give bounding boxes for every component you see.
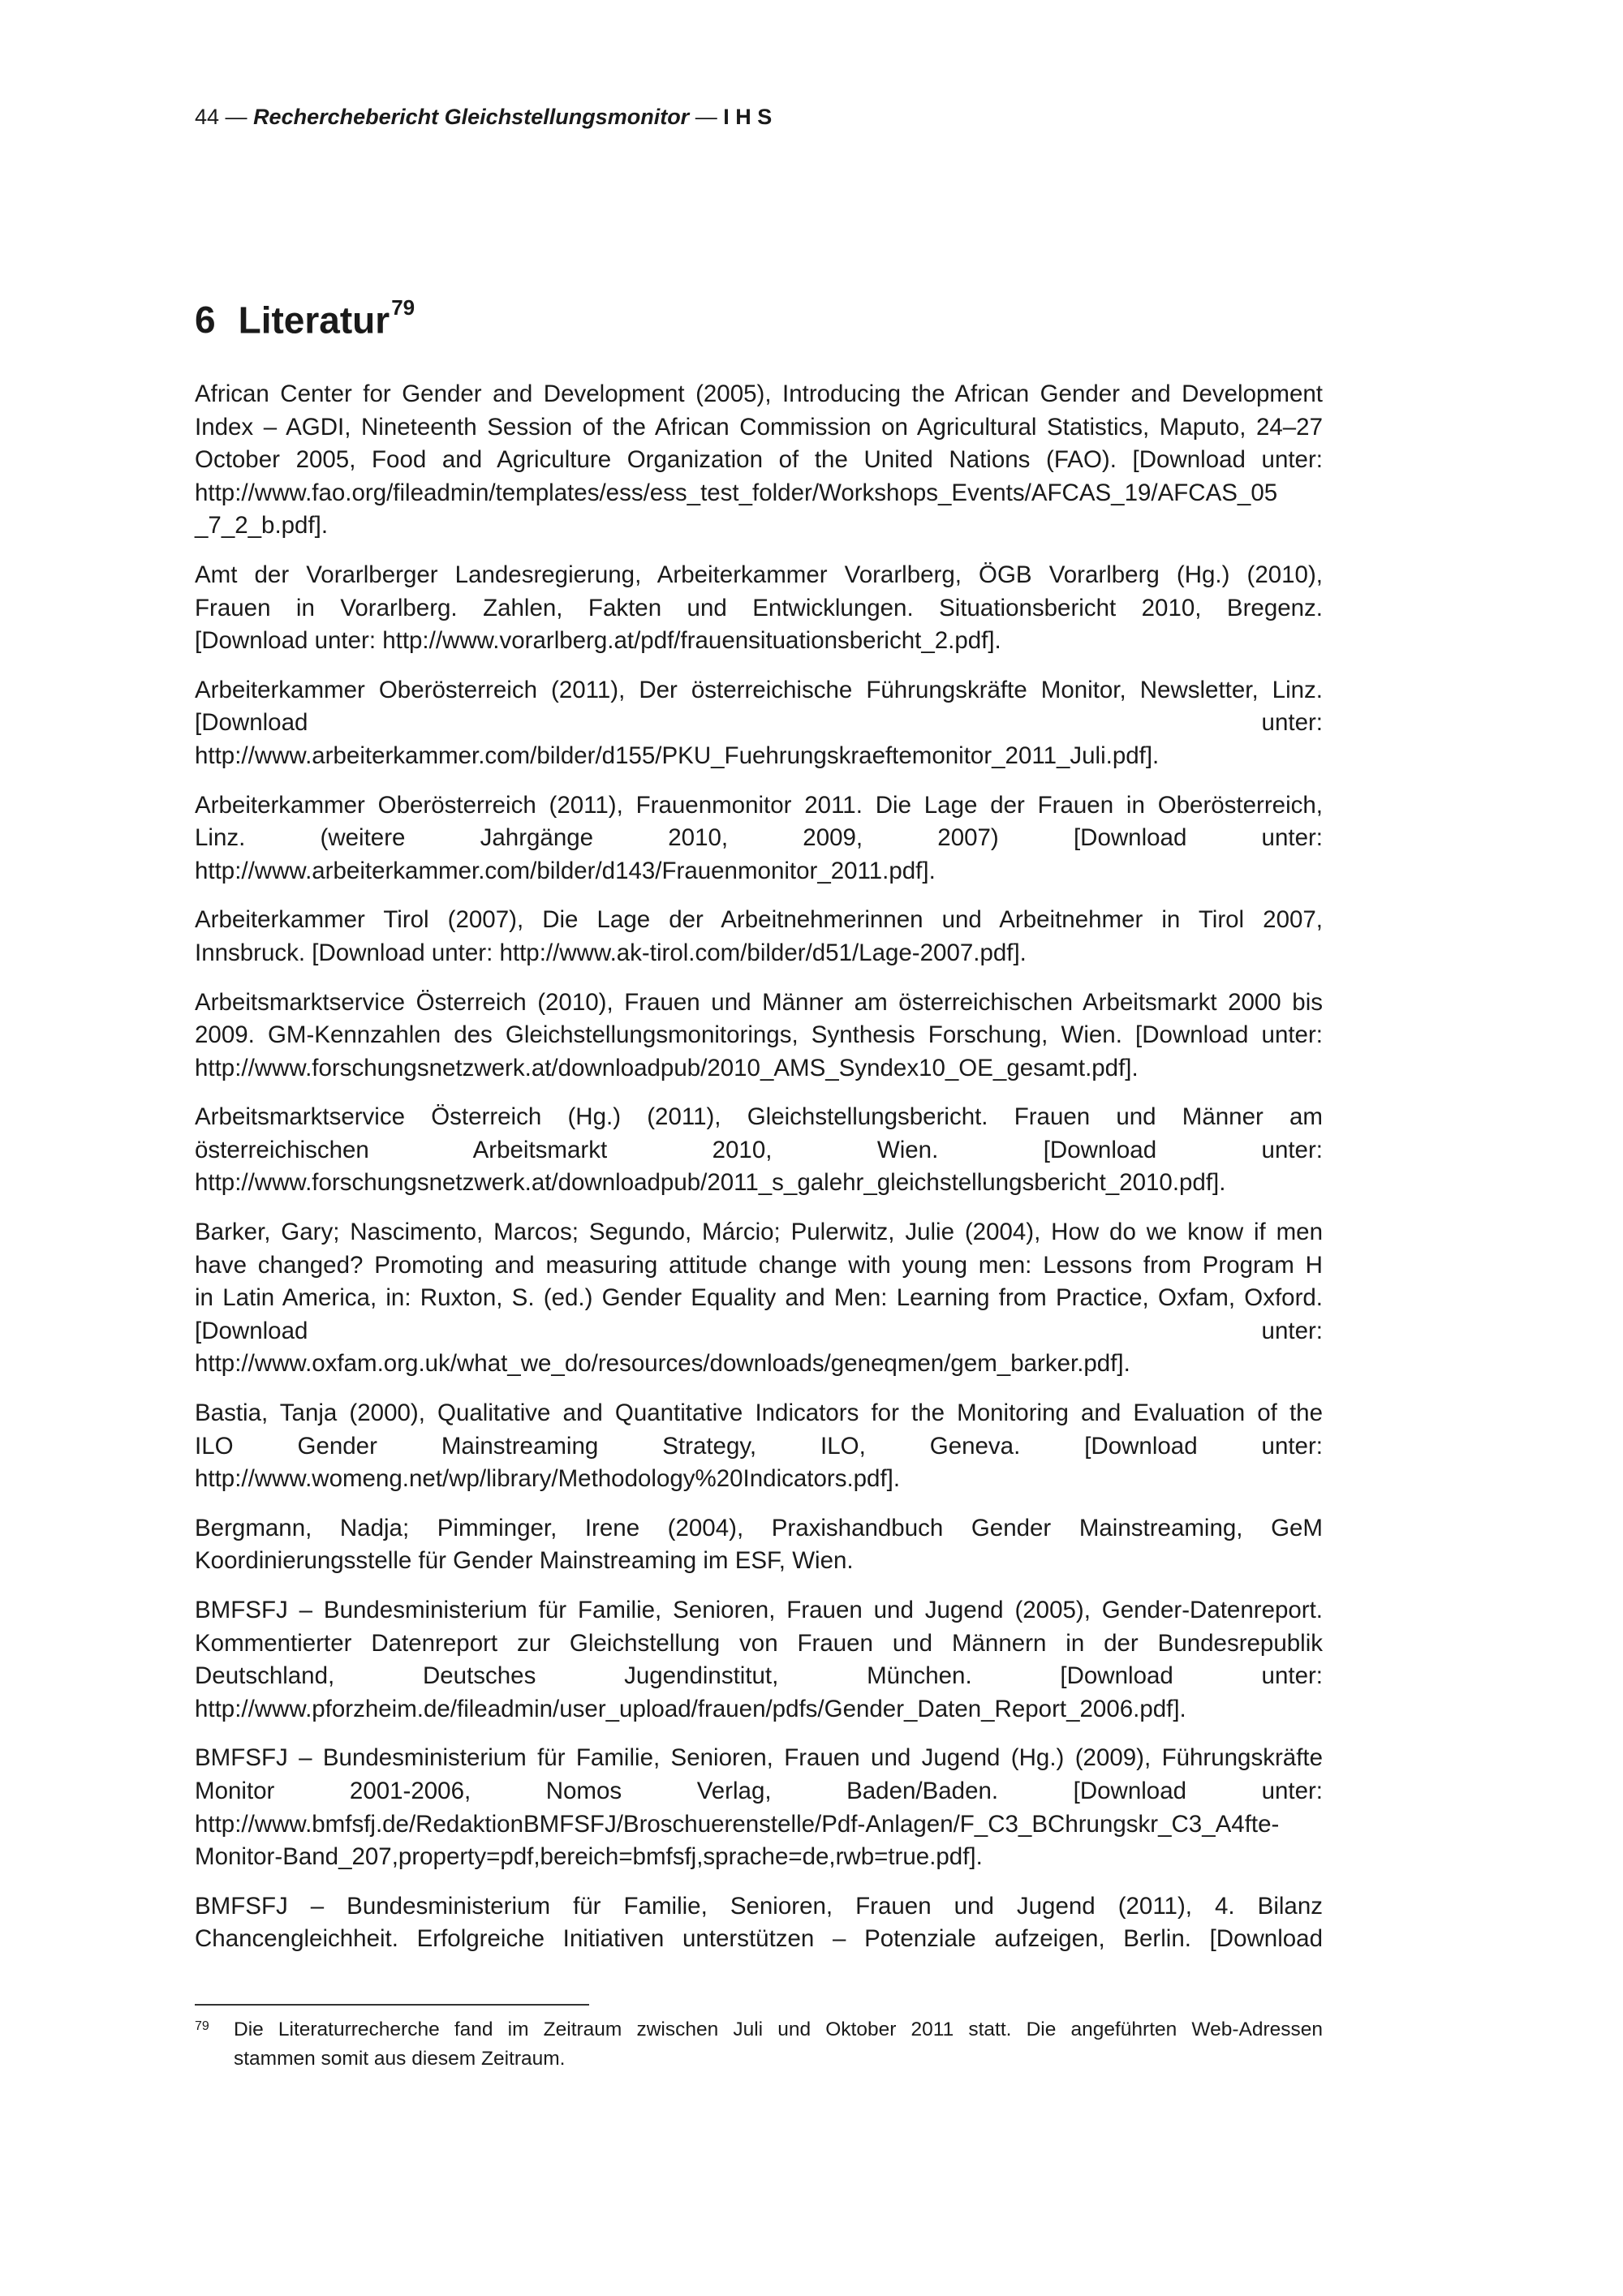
reference-line: Index – AGDI, Nineteenth Session of the African Commission on Agricultural Statistics, Maputo, 24–27 [195, 413, 1323, 441]
reference-entry [195, 674, 1323, 773]
reference-entry [195, 378, 1323, 543]
reference-line: Kommentierter Datenreport zur Gleichstellung von Frauen und Männern in der Bundesrepublik [195, 1629, 1323, 1657]
reference-line: BMFSFJ – Bundesministerium für Familie, Senioren, Frauen und Jugend (2005), Gender-Datenreport. [195, 1597, 1323, 1623]
reference-line: http://www.womeng.net/wp/library/Methodology%20Indicators.pdf]. [195, 1465, 901, 1493]
reference-line: [Download unter: [195, 709, 1323, 737]
reference-line: BMFSFJ – Bundesministerium für Familie, Senioren, Frauen und Jugend (2011), 4. Bilanz [195, 1892, 1323, 1920]
footnote [195, 2015, 1323, 2074]
header-separator: — [689, 105, 724, 129]
reference-entry [195, 789, 1323, 888]
chapter-heading [195, 288, 415, 344]
reference-entry [195, 1101, 1323, 1200]
reference-line: ILO Gender Mainstreaming Strategy, ILO, Geneva. [Download unter: [195, 1432, 1323, 1460]
reference-line: Linz. (weitere Jahrgänge 2010, 2009, 2007) [Download unter: [195, 824, 1323, 852]
reference-line: Bastia, Tanja (2000), Qualitative and Quantitative Indicators for the Monitoring and Evaluation of the [195, 1400, 1323, 1427]
reference-line: http://www.arbeiterkammer.com/bilder/d155/PKU_Fuehrungskraeftemonitor_2011_Juli.pdf]. [195, 742, 1160, 769]
reference-line: Arbeiterkammer Oberösterreich (2011), Der österreichische Führungskräfte Monitor, Newsletter, Linz. [195, 676, 1323, 703]
running-header [195, 103, 772, 131]
reference-line: Barker, Gary; Nascimento, Marcos; Segundo, Márcio; Pulerwitz, Julie (2004), How do we know if men [195, 1219, 1323, 1246]
reference-line: Bergmann, Nadja; Pimminger, Irene (2004), Praxishandbuch Gender Mainstreaming, GeM [195, 1514, 1323, 1541]
reference-line: African Center for Gender and Development (2005), Introducing the African Gender and Development [195, 381, 1323, 407]
reference-line: österreichischen Arbeitsmarkt 2010, Wien. [Download unter: [195, 1136, 1323, 1163]
reference-entry [195, 1594, 1323, 1726]
reference-line: Arbeitsmarktservice Österreich (Hg.) (2011), Gleichstellungsbericht. Frauen und Männer am [195, 1103, 1323, 1131]
reference-entry [195, 1890, 1323, 1956]
chapter-number: 6 [195, 299, 216, 342]
reference-entry [195, 1216, 1323, 1381]
reference-line: http://www.arbeiterkammer.com/bilder/d143/Frauenmonitor_2011.pdf]. [195, 857, 936, 884]
reference-line: _7_2_b.pdf]. [195, 512, 329, 540]
header-separator: — [219, 105, 254, 129]
reference-entry [195, 1512, 1323, 1578]
footnote-line: Die Literaturrecherche fand im Zeitraum zwischen Juli und Oktober 2011 statt. Die angeführten Web-Adressen [234, 2019, 1323, 2040]
reference-line: have changed? Promoting and measuring attitude change with young men: Lessons from Program H [195, 1251, 1323, 1279]
reference-line: Chancengleichheit. Erfolgreiche Initiativen unterstützen – Potenziale aufzeigen, Berlin. [Download [195, 1925, 1323, 1953]
reference-list [195, 378, 1323, 1972]
reference-line: Deutschland, Deutsches Jugendinstitut, München. [Download unter: [195, 1662, 1323, 1690]
footnote-reference[interactable]: 79 [391, 295, 415, 320]
reference-entry [195, 987, 1323, 1086]
reference-line: Innsbruck. [Download unter: http://www.ak-tirol.com/bilder/d51/Lage-2007.pdf]. [195, 939, 1027, 966]
reference-entry [195, 559, 1323, 658]
chapter-title: Literatur [238, 299, 390, 342]
reference-line: in Latin America, in: Ruxton, S. (ed.) Gender Equality and Men: Learning from Practice, Oxfam, Oxford. [195, 1284, 1323, 1312]
reference-line: 2009. GM-Kennzahlen des Gleichstellungsmonitorings, Synthesis Forschung, Wien. [Download unter: [195, 1021, 1323, 1049]
reference-entry [195, 904, 1323, 970]
reference-line: [Download unter: http://www.vorarlberg.at/pdf/frauensituationsbericht_2.pdf]. [195, 627, 1001, 655]
reference-line: http://www.fao.org/fileadmin/templates/ess/ess_test_folder/Workshops_Events/AFCAS_19/AFCAS_05 [195, 479, 1278, 506]
header-report-title: Recherchebericht Gleichstellungsmonitor [253, 105, 690, 129]
reference-line: Arbeitsmarktservice Österreich (2010), Frauen und Männer am österreichischen Arbeitsmarkt 2000 bis [195, 988, 1323, 1016]
reference-line: Amt der Vorarlberger Landesregierung, Arbeiterkammer Vorarlberg, ÖGB Vorarlberg (Hg.) (2010), [195, 561, 1323, 588]
reference-line: http://www.pforzheim.de/fileadmin/user_upload/frauen/pdfs/Gender_Daten_Report_2006.pdf]. [195, 1695, 1186, 1722]
footnote-text [234, 2015, 1323, 2074]
header-institute: I H S [723, 105, 773, 129]
page-number: 44 [195, 105, 220, 129]
footnote-divider [195, 2004, 589, 2006]
reference-line: http://www.bmfsfj.de/RedaktionBMFSFJ/Broschuerenstelle/Pdf-Anlagen/F_C3_BChrungskr_C3_A4fte- [195, 1810, 1280, 1838]
reference-line: http://www.oxfam.org.uk/what_we_do/resources/downloads/geneqmen/gem_barker.pdf]. [195, 1350, 1130, 1378]
reference-line: Koordinierungsstelle für Gender Mainstreaming im ESF, Wien. [195, 1547, 854, 1575]
reference-line: October 2005, Food and Agriculture Organization of the United Nations (FAO). [Download unter: [195, 446, 1323, 474]
reference-line: [Download unter: [195, 1317, 1323, 1344]
reference-line: Monitor 2001-2006, Nomos Verlag, Baden/Baden. [Download unter: [195, 1777, 1323, 1804]
reference-line: http://www.forschungsnetzwerk.at/downloadpub/2010_AMS_Syndex10_OE_gesamt.pdf]. [195, 1054, 1139, 1081]
footnote-line: stammen somit aus diesem Zeitraum. [234, 2048, 566, 2070]
reference-line: Arbeiterkammer Tirol (2007), Die Lage der Arbeitnehmerinnen und Arbeitnehmer in Tirol 2007, [195, 906, 1323, 934]
reference-line: Arbeiterkammer Oberösterreich (2011), Frauenmonitor 2011. Die Lage der Frauen in Oberösterreich, [195, 791, 1323, 819]
footnote-mark: 79 [195, 2019, 209, 2033]
reference-line: http://www.forschungsnetzwerk.at/downloadpub/2011_s_galehr_gleichstellungsbericht_2010.pdf]. [195, 1169, 1226, 1197]
reference-line: BMFSFJ – Bundesministerium für Familie, Senioren, Frauen und Jugend (Hg.) (2009), Führungskräfte [195, 1744, 1323, 1772]
reference-entry [195, 1397, 1323, 1496]
reference-line: Frauen in Vorarlberg. Zahlen, Fakten und Entwicklungen. Situationsbericht 2010, Bregenz. [195, 594, 1323, 621]
reference-line: Monitor-Band_207,property=pdf,bereich=bmfsfj,sprache=de,rwb=true.pdf]. [195, 1843, 983, 1871]
reference-entry [195, 1742, 1323, 1873]
